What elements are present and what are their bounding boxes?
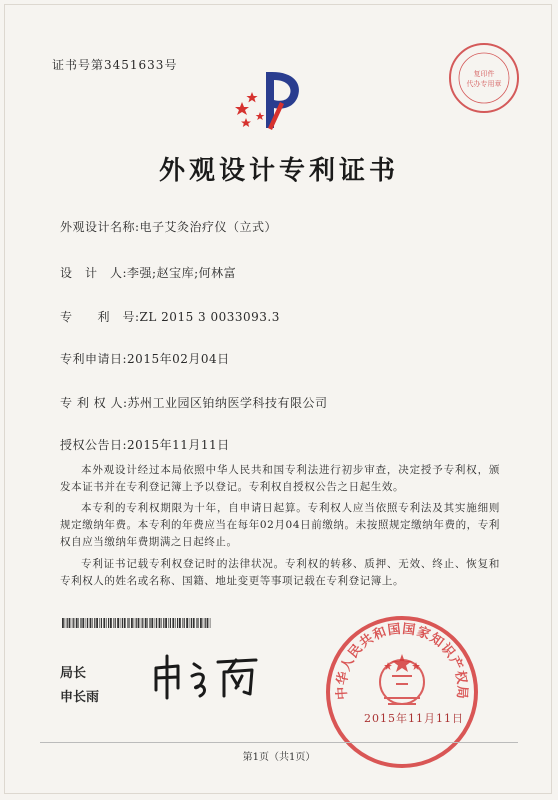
designer-field: [60, 264, 236, 281]
filing-date-field: [60, 350, 230, 367]
grant-date-value: 2015年11月11日: [127, 438, 230, 452]
patentee-value: 苏州工业园区铂纳医学科技有限公司: [127, 396, 328, 410]
filing-date-label: 专利申请日:: [60, 352, 128, 366]
patent-number-value: ZL 2015 3 0033093.3: [139, 310, 280, 324]
paragraph-term: 本专利的专利权期限为十年，自申请日起算。专利权人应当依照专利法及其实施细则规定缴纳年费。本专利的年费应当在每年02月04日前缴纳。未按照规定缴纳年费的，专利权自应当缴纳年费期满之日起终止。: [60, 502, 500, 548]
patent-office-logo: [232, 62, 312, 134]
page-number: 第1页（共1页）: [242, 752, 316, 763]
signature-name: 申长雨: [60, 690, 100, 705]
copy-stamp: [446, 40, 522, 116]
certificate-title: 外观设计专利证书: [158, 156, 399, 186]
grant-date-label: 授权公告日:: [60, 438, 128, 452]
barcode: [62, 618, 212, 628]
patentee-label: 专 利 权 人:: [60, 396, 128, 410]
svg-text:代办专用章: 代办专用章: [466, 80, 502, 88]
designer-value: 李强;赵宝库;何林富: [127, 266, 237, 280]
design-name-value: 电子艾灸治疗仪（立式）: [139, 220, 278, 234]
filing-date-value: 2015年02月04日: [127, 352, 230, 366]
patent-number-field: [60, 308, 280, 325]
certificate-number: 证书号第3451633号: [52, 58, 178, 72]
seal-text: 中华人民共和国国家知识产权局: [334, 621, 470, 701]
patentee-field: [60, 394, 328, 411]
handwritten-signature: [148, 646, 268, 706]
seal-date: 2015年11月11日: [364, 712, 464, 725]
signature-title: 局长: [60, 666, 87, 681]
design-name-field: [60, 218, 277, 235]
design-name-label: 外观设计名称:: [60, 220, 140, 234]
paragraph-register: 专利证书记载专利权登记时的法律状况。专利权的转移、质押、无效、终止、恢复和专利权人的姓名或名称、国籍、地址变更等事项记载在专利登记簿上。: [60, 558, 500, 587]
footer-divider: [40, 742, 518, 743]
paragraph-grant: 本外观设计经过本局依照中华人民共和国专利法进行初步审查，决定授予专利权，颁发本证书并在专利登记簿上予以登记。专利权自授权公告之日起生效。: [60, 464, 500, 493]
svg-text:复印件: 复印件: [473, 70, 495, 78]
designer-label: 设 计 人:: [60, 266, 128, 280]
grant-date-field: [60, 436, 230, 453]
patent-number-label: 专 利 号:: [60, 310, 140, 324]
